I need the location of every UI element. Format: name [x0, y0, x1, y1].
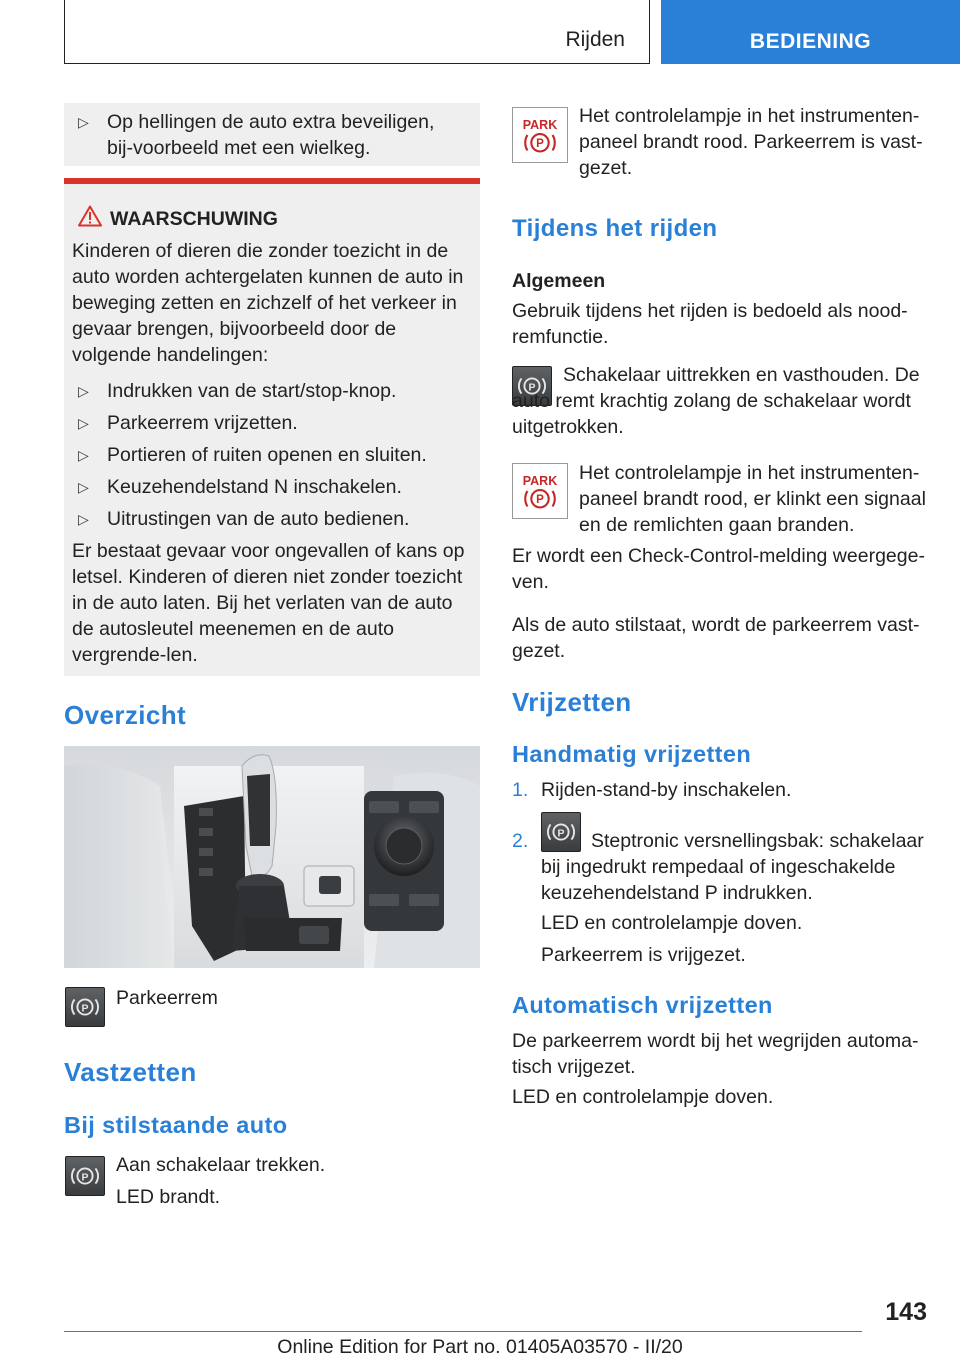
- manual-release-heading: Handmatig vrijzetten: [512, 741, 752, 767]
- hill-tip-box: [64, 103, 480, 166]
- list-item-text: Uitrustingen van de auto bedienen.: [107, 508, 410, 530]
- parking-brake-console-photo: [64, 746, 480, 968]
- pull-switch-text: Schakelaar uittrekken en vasthouden. De auto remt krachtig zolang de schakelaar wordt uitgetrokken.: [512, 364, 920, 438]
- list-item-text: Keuzehendelstand N inschakelen.: [107, 476, 402, 498]
- warning-triangle-icon: [78, 205, 102, 227]
- svg-text:P: P: [528, 382, 536, 394]
- bullet-triangle-icon: ▷: [78, 114, 89, 130]
- svg-text:P: P: [557, 828, 565, 840]
- overview-caption: Parkeerrem: [116, 987, 218, 1009]
- svg-text:PARK: PARK: [522, 118, 558, 133]
- auto-release-text: De parkeerrem wordt bij het wegrijden automa-tisch vrijgezet.: [512, 1030, 919, 1078]
- step-number: 1.: [512, 779, 529, 801]
- warning-title: WAARSCHUWING: [110, 208, 278, 230]
- park-lamp-text-1: Het controlelampje in het instrumenten-paneel brandt rood. Parkeerrem is vast-gezet.: [579, 105, 923, 179]
- step-text: Steptronic versnellingsbak: schakelaar bij ingedrukt rempedaal of ingeschakelde keuzehendelstand P indrukken.: [541, 830, 924, 904]
- footer-edition: Online Edition for Part no. 01405A03570 - II/20: [277, 1336, 683, 1358]
- standstill-line2: LED brandt.: [116, 1186, 221, 1208]
- svg-text:P: P: [536, 494, 544, 507]
- list-item: [72, 474, 472, 500]
- step-detail: LED en controlelampje doven.: [541, 912, 803, 934]
- bullet-triangle-icon: ▷: [78, 479, 89, 495]
- header-chapter-title: BEDIENING: [749, 30, 872, 53]
- warning-intro: Kinderen of dieren die zonder toezicht in de auto worden achtergelaten kunnen de auto in beweging zetten en zichzelf of het verkeer in gevaar brengen, bijvoorbeeld door de volgende handelingen:: [72, 240, 464, 366]
- bullet-triangle-icon: ▷: [78, 415, 89, 431]
- bullet-triangle-icon: ▷: [78, 511, 89, 527]
- step-detail: Parkeerrem is vrijgezet.: [541, 944, 746, 966]
- list-item-text: Portieren of ruiten openen en sluiten.: [107, 444, 427, 466]
- svg-text:P: P: [81, 1003, 89, 1015]
- header-section-title: Rijden: [565, 28, 625, 51]
- list-item: [72, 442, 472, 468]
- park-warning-lamp-icon: [512, 463, 568, 519]
- list-item: [72, 378, 472, 404]
- auto-release-text-2: LED en controlelampje doven.: [512, 1086, 774, 1108]
- warning-box: [64, 178, 480, 676]
- release-heading: Vrijzetten: [512, 687, 632, 717]
- list-item: [64, 109, 480, 161]
- general-heading: Algemeen: [512, 270, 606, 292]
- overview-heading: Overzicht: [64, 700, 187, 730]
- header-section-box: [64, 0, 650, 64]
- park-lamp-text-2: Het controlelampje in het instrumenten-paneel brandt rood, er klinkt een signaal en de remlichten gaan branden.: [579, 462, 926, 536]
- driving-heading: Tijdens het rijden: [512, 215, 718, 242]
- bullet-triangle-icon: ▷: [78, 383, 89, 399]
- auto-release-heading: Automatisch vrijzetten: [512, 992, 773, 1018]
- list-item-text: Parkeerrem vrijzetten.: [107, 412, 298, 434]
- step-text: Rijden-stand-by inschakelen.: [541, 779, 792, 801]
- page-number: 143: [885, 1298, 927, 1326]
- svg-text:P: P: [81, 1172, 89, 1184]
- standstill-line1: Aan schakelaar trekken.: [116, 1154, 326, 1176]
- svg-text:PARK: PARK: [522, 474, 558, 489]
- warning-bullet-list: [72, 378, 472, 532]
- check-control-text: Er wordt een Check-Control-melding weergege-ven.: [512, 545, 925, 593]
- list-item: [72, 410, 472, 436]
- standstill-apply-text: Als de auto stilstaat, wordt de parkeerrem vast-gezet.: [512, 614, 920, 662]
- park-warning-lamp-icon: [512, 107, 568, 163]
- bullet-triangle-icon: ▷: [78, 447, 89, 463]
- header-chapter-tab: [661, 0, 960, 64]
- apply-heading: Vastzetten: [64, 1057, 197, 1087]
- svg-text:P: P: [536, 138, 544, 151]
- step-number: 2.: [512, 830, 529, 852]
- list-item: [72, 506, 472, 532]
- general-text: Gebruik tijdens het rijden is bedoeld als nood-remfunctie.: [512, 300, 908, 348]
- parking-brake-icon: [65, 1156, 105, 1196]
- warning-outro: Er bestaat gevaar voor ongevallen of kans op letsel. Kinderen of dieren niet zonder toezicht in de auto laten. Bij het verlaten van de auto de autosleutel meenemen en de auto vergrende-len.: [72, 540, 465, 666]
- footer-divider: [64, 1331, 862, 1332]
- warning-header: [72, 206, 472, 232]
- standstill-heading: Bij stilstaande auto: [64, 1112, 288, 1138]
- list-item-text: Op hellingen de auto extra beveiligen, bij-voorbeeld met een wielkeg.: [107, 111, 435, 159]
- parking-brake-icon: [65, 987, 105, 1027]
- list-item-text: Indrukken van de start/stop-knop.: [107, 380, 397, 402]
